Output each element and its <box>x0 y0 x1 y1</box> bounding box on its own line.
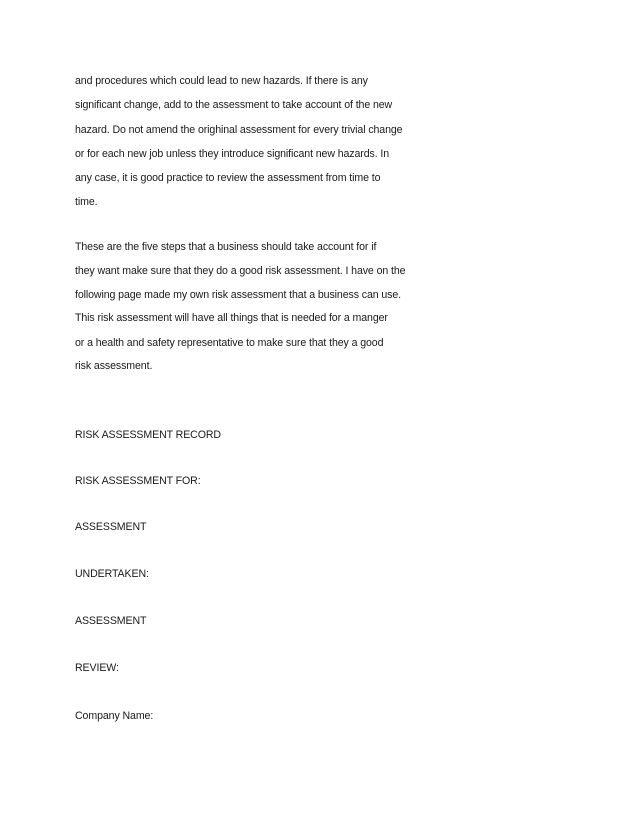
record-undertaken-label-1: ASSESSMENT <box>75 521 147 533</box>
paragraph-2-line: following page made my own risk assessment that a business can use. <box>75 289 401 301</box>
paragraph-2-line: risk assessment. <box>75 360 153 372</box>
record-undertaken-label-2: UNDERTAKEN: <box>75 568 149 580</box>
paragraph-1-line: or for each new job unless they introduce significant new hazards. In <box>75 148 390 160</box>
paragraph-1-line: and procedures which could lead to new hazards. If there is any <box>75 75 368 87</box>
paragraph-1-line: any case, it is good practice to review the assessment from time to <box>75 172 381 184</box>
record-review-label-2: REVIEW: <box>75 662 119 674</box>
record-company-label: Company Name: <box>75 710 154 722</box>
record-title: RISK ASSESSMENT RECORD <box>75 429 221 441</box>
paragraph-2-line: This risk assessment will have all things that is needed for a manger <box>75 312 388 324</box>
paragraph-1-line: time. <box>75 196 98 208</box>
record-for-label: RISK ASSESSMENT FOR: <box>75 475 201 487</box>
record-review-label-1: ASSESSMENT <box>75 615 147 627</box>
paragraph-2-line: or a health and safety representative to make sure that they a good <box>75 337 384 349</box>
paragraph-2-line: These are the five steps that a business should take account for if <box>75 241 377 253</box>
paragraph-2-line: they want make sure that they do a good risk assessment. I have on the <box>75 265 406 277</box>
paragraph-1-line: hazard. Do not amend the orighinal assessment for every trivial change <box>75 124 403 136</box>
paragraph-1-line: significant change, add to the assessment to take account of the new <box>75 99 393 111</box>
